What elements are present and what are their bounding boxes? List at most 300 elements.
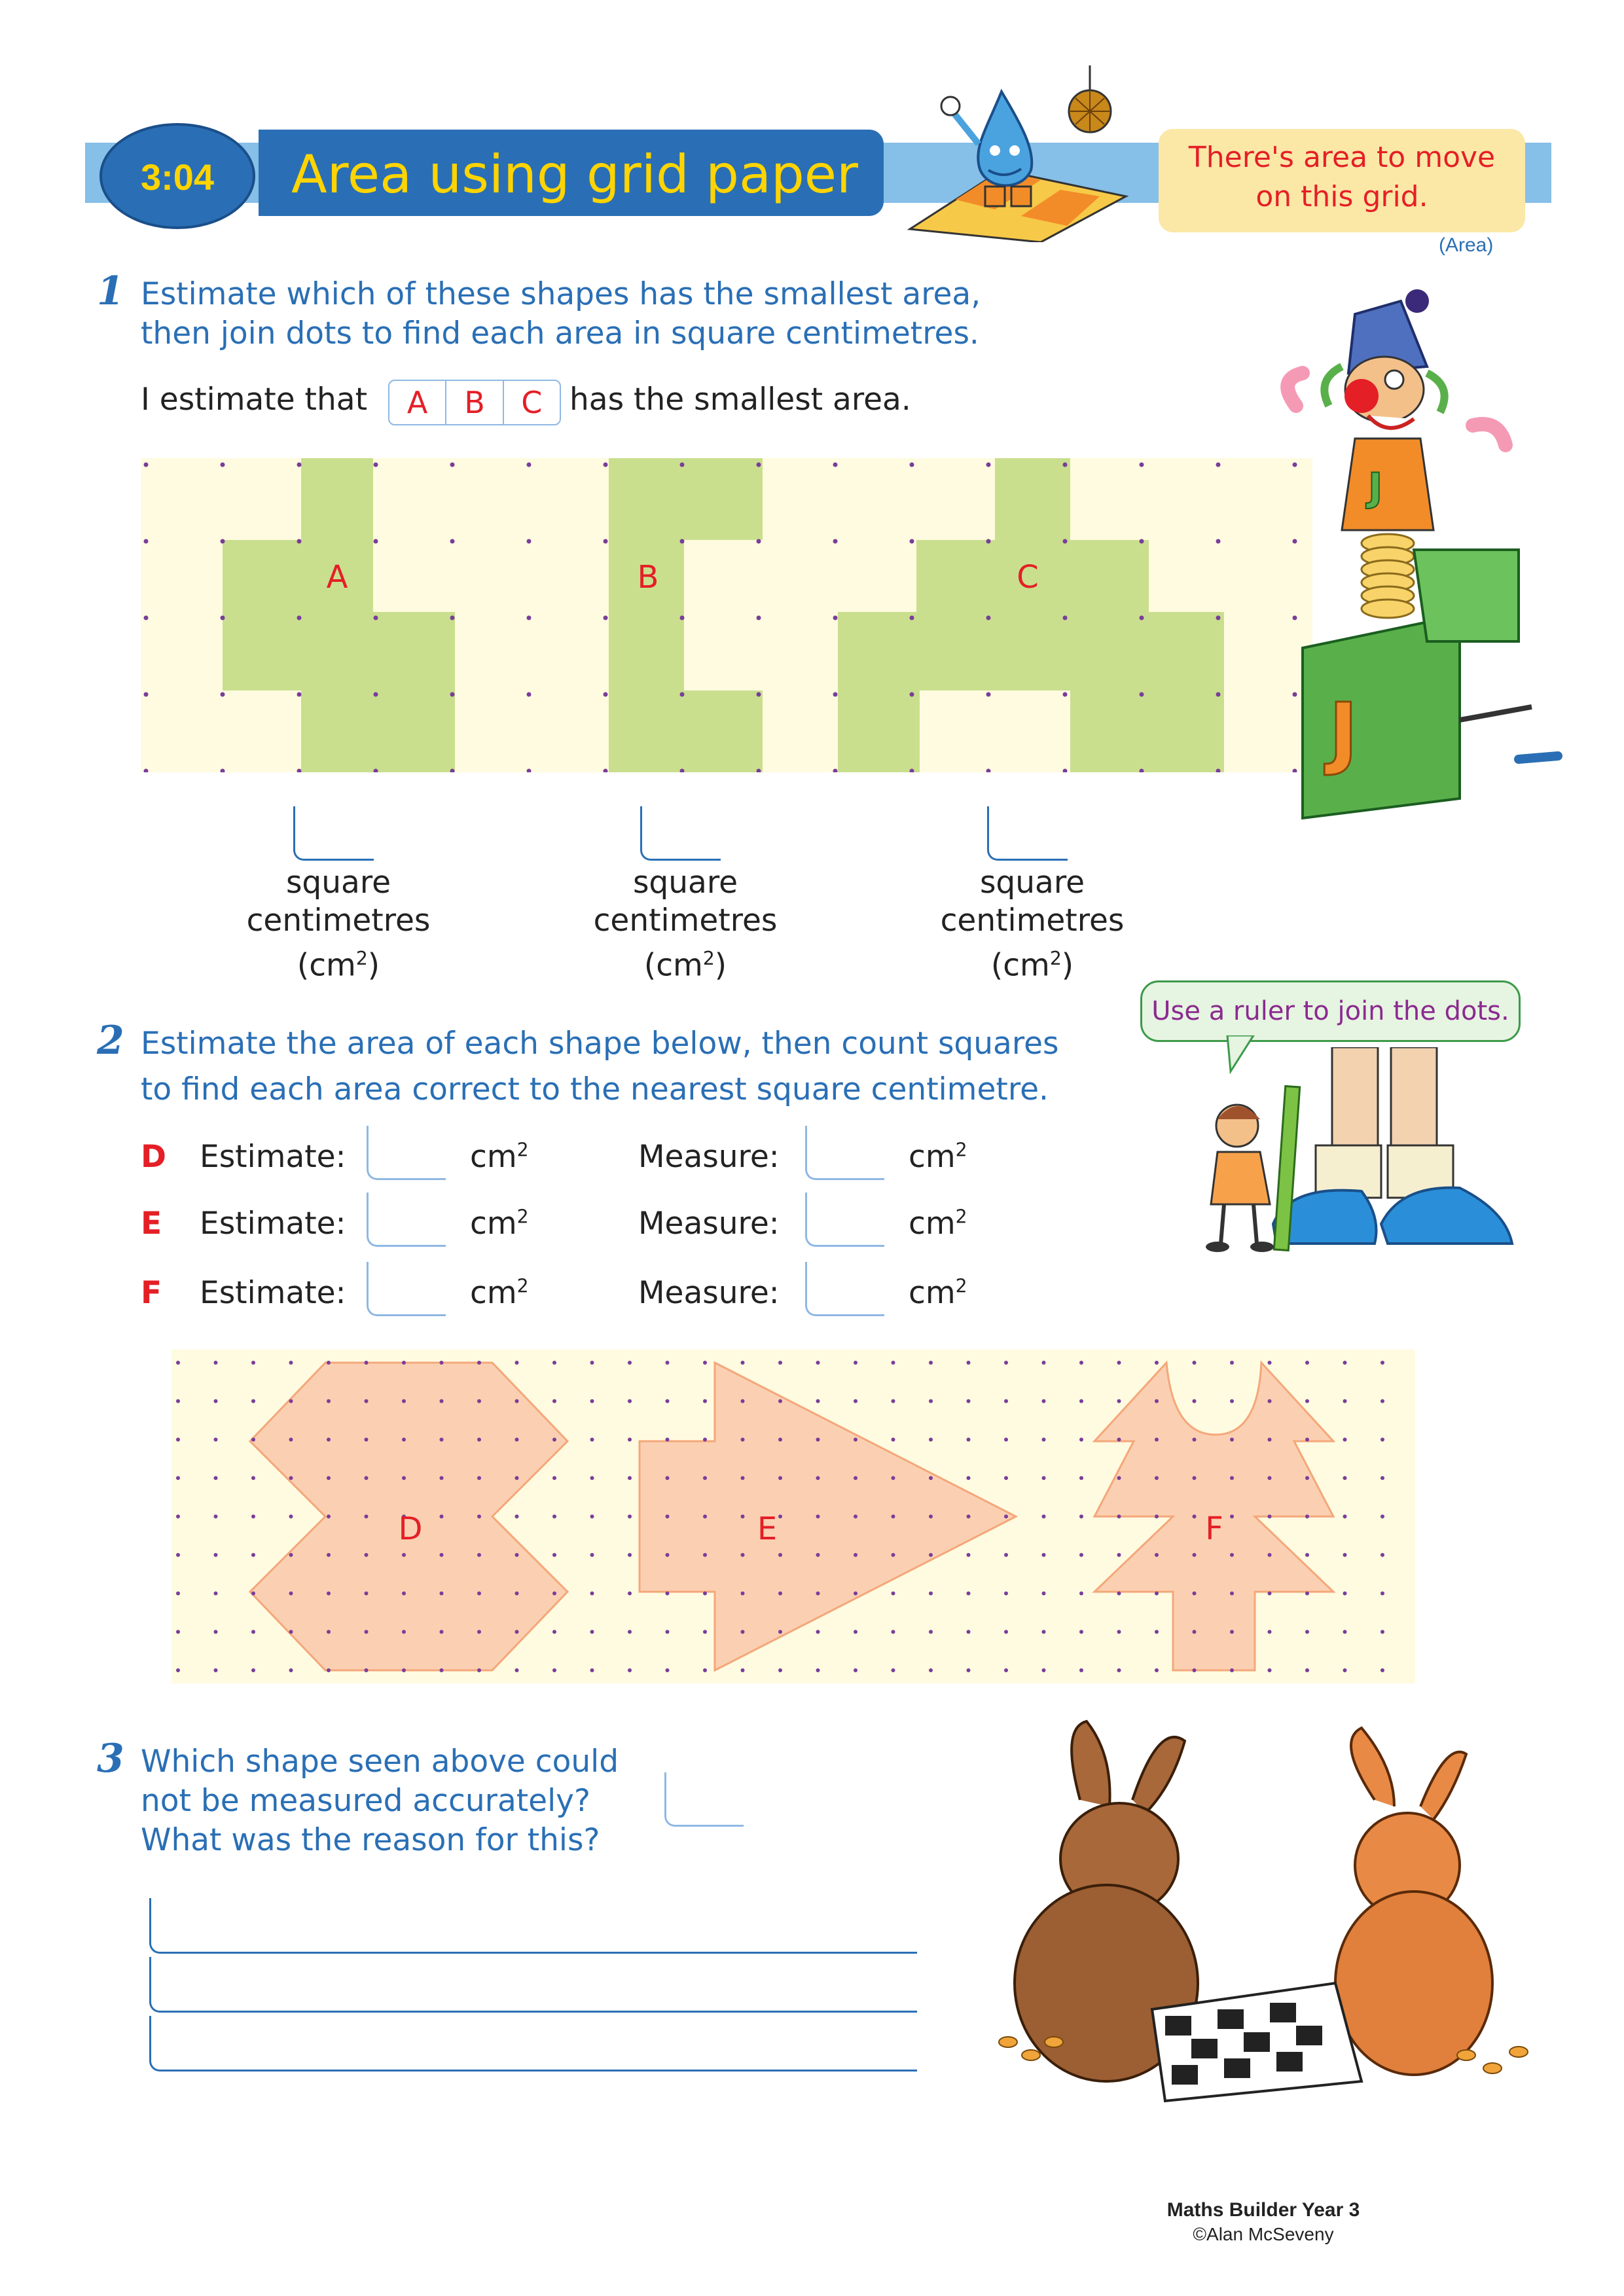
- grid-dot: [1079, 1668, 1083, 1672]
- grid-dot: [327, 1668, 331, 1672]
- row-e-estimate-label: Estimate:: [200, 1206, 346, 1242]
- grid-dot: [515, 1438, 519, 1442]
- grid-dot: [833, 463, 838, 467]
- grid-dot: [703, 1399, 707, 1403]
- grid-dot: [680, 539, 685, 544]
- grid-dot: [144, 616, 149, 620]
- area-c-answer-box[interactable]: [987, 806, 1068, 861]
- grid-dot: [374, 463, 378, 467]
- grid-dot: [289, 1668, 293, 1672]
- question-2-line-1: Estimate the area of each shape below, then count squares: [141, 1026, 1059, 1062]
- grid-dot: [628, 1361, 632, 1365]
- grid-dot: [374, 692, 378, 697]
- grid-dot: [1216, 616, 1221, 620]
- grid-dot: [1004, 1668, 1008, 1672]
- grid-dot: [703, 1592, 707, 1596]
- grid-dot: [289, 1438, 293, 1442]
- grid-dot: [214, 1668, 218, 1672]
- answer-line-3[interactable]: [149, 2016, 917, 2072]
- speech-bubble-text: Use a ruler to join the dots.: [1151, 996, 1509, 1026]
- grid-dot: [1004, 1630, 1008, 1634]
- jack-in-the-box-illustration: [1257, 275, 1578, 838]
- grid-dot: [1268, 1361, 1272, 1365]
- unit-label-c: [934, 864, 1130, 985]
- row-f-estimate-box[interactable]: [367, 1262, 446, 1316]
- grid-dot: [515, 1592, 519, 1596]
- grid-dot: [666, 1515, 670, 1518]
- grid-dot: [289, 1361, 293, 1365]
- grid-dot: [1079, 1630, 1083, 1634]
- grid-dot: [703, 1361, 707, 1365]
- grid-dot: [1230, 1553, 1234, 1557]
- grid-dot: [1193, 1399, 1197, 1403]
- grid-dot: [854, 1399, 857, 1403]
- tip-line-2: on this grid.: [1255, 180, 1428, 213]
- grid-dot: [1117, 1630, 1121, 1634]
- grid-dot: [440, 1438, 444, 1442]
- grid-dot: [477, 1592, 481, 1596]
- grid-dot: [1343, 1592, 1347, 1596]
- grid-dot: [1216, 463, 1221, 467]
- row-d-estimate-box[interactable]: [367, 1126, 446, 1180]
- grid-dot: [1117, 1399, 1121, 1403]
- grid-dot: [176, 1515, 180, 1518]
- grid-dot: [327, 1476, 331, 1480]
- grid-dot: [251, 1361, 255, 1365]
- grid-dot: [327, 1553, 331, 1557]
- grid-dot: [440, 1553, 444, 1557]
- grid-dot: [1305, 1476, 1309, 1480]
- grid-dot: [590, 1668, 594, 1672]
- grid-dot: [1230, 1399, 1234, 1403]
- grid-dot: [402, 1438, 406, 1442]
- grid-dot: [778, 1630, 782, 1634]
- grid-dot: [1004, 1592, 1008, 1596]
- smallest-area-choice: [388, 380, 561, 425]
- grid-dot: [1230, 1592, 1234, 1596]
- grid-dot: [1230, 1668, 1234, 1672]
- grid-dot: [1079, 1515, 1083, 1518]
- grid-dot: [741, 1361, 745, 1365]
- grid-dot: [515, 1515, 519, 1518]
- row-d-measure-label: Measure:: [638, 1139, 780, 1175]
- grid-dot: [1063, 539, 1068, 544]
- grid-dot: [1117, 1438, 1121, 1442]
- grid-dot: [1380, 1515, 1384, 1518]
- grid-dot: [986, 692, 991, 697]
- shape-e-label: E: [757, 1511, 778, 1547]
- row-e-measure-unit: $cm^2$: [909, 1206, 967, 1242]
- grid-dot: [552, 1361, 556, 1365]
- row-f-label: F: [141, 1275, 162, 1311]
- unit-cm2: $(cm^2)$: [990, 947, 1074, 984]
- grid-dot: [590, 1553, 594, 1557]
- grid-dot: [440, 1592, 444, 1596]
- grid-dot: [214, 1630, 218, 1634]
- grid-dot: [1042, 1399, 1046, 1403]
- grid-dot: [590, 1515, 594, 1518]
- grid-dot: [666, 1399, 670, 1403]
- grid-dot: [778, 1668, 782, 1672]
- grid-dot: [854, 1630, 857, 1634]
- row-e-estimate-unit: $cm^2$: [470, 1206, 529, 1242]
- grid-dot: [1042, 1515, 1046, 1518]
- grid-dot: [289, 1592, 293, 1596]
- grid-dot: [892, 1630, 895, 1634]
- grid-dot: [666, 1438, 670, 1442]
- grid-dot: [741, 1515, 745, 1518]
- grid-dot: [440, 1399, 444, 1403]
- grid-dot: [892, 1668, 895, 1672]
- grid-dot: [1343, 1630, 1347, 1634]
- grid-dot: [816, 1515, 820, 1518]
- grid-dot: [741, 1630, 745, 1634]
- area-b-answer-box[interactable]: [640, 806, 721, 861]
- grid-dot: [833, 616, 838, 620]
- row-e-measure-box[interactable]: [805, 1193, 884, 1247]
- grid-dot: [1004, 1399, 1008, 1403]
- choice-a[interactable]: A: [389, 381, 446, 424]
- grid-dot: [741, 1668, 745, 1672]
- question-3-line-2: not be measured accurately?: [141, 1783, 590, 1819]
- grid-dot: [1155, 1476, 1159, 1480]
- grid-dot: [680, 692, 685, 697]
- grid-dot: [221, 616, 225, 620]
- grid-dot: [703, 1630, 707, 1634]
- grid-dot: [1268, 1592, 1272, 1596]
- question-3-line-3: What was the reason for this?: [141, 1822, 600, 1858]
- grid-dot: [214, 1361, 218, 1365]
- grid-dot: [1343, 1476, 1347, 1480]
- grid-dot: [628, 1515, 632, 1518]
- grid-dot: [666, 1630, 670, 1634]
- grid-dot: [1193, 1553, 1197, 1557]
- grid-dot: [289, 1630, 293, 1634]
- area-a-answer-box[interactable]: [293, 806, 374, 861]
- grid-dot: [1004, 1476, 1008, 1480]
- tip-line-1: There's area to move: [1188, 141, 1496, 174]
- grid-dot: [1079, 1361, 1083, 1365]
- grid-dot: [628, 1592, 632, 1596]
- choice-c[interactable]: C: [521, 385, 543, 420]
- footer-author: ©Alan McSeveny: [1193, 2224, 1334, 2244]
- grid-dot: [757, 539, 761, 544]
- grid-dot: [365, 1476, 369, 1480]
- grid-dot: [1117, 1476, 1121, 1480]
- grid-dot: [1140, 616, 1144, 620]
- grid-dot: [450, 463, 455, 467]
- grid-dot: [144, 539, 149, 544]
- grid-dot: [297, 463, 302, 467]
- grid-dot: [590, 1592, 594, 1596]
- grid-dot: [440, 1668, 444, 1672]
- grid-dot: [289, 1553, 293, 1557]
- grid-dot: [816, 1361, 820, 1365]
- grid-dot: [1380, 1399, 1384, 1403]
- grid-dot: [402, 1630, 406, 1634]
- row-f-estimate-label: Estimate:: [200, 1275, 346, 1311]
- footer-book-title: Maths Builder Year 3: [1166, 2199, 1360, 2221]
- grid-dot: [477, 1630, 481, 1634]
- grid-dot: [214, 1438, 218, 1442]
- grid-dot: [251, 1668, 255, 1672]
- row-f-measure-box[interactable]: [805, 1262, 884, 1316]
- row-f-estimate-unit: $cm^2$: [470, 1275, 529, 1311]
- grid-dot: [402, 1476, 406, 1480]
- grid-dot: [929, 1476, 933, 1480]
- grid-dot: [1380, 1438, 1384, 1442]
- grid-dot: [1117, 1668, 1121, 1672]
- grid-dot: [552, 1630, 556, 1634]
- grid-dot: [778, 1399, 782, 1403]
- unit-square: square: [285, 865, 391, 901]
- grid-dot: [666, 1361, 670, 1365]
- grid-dot: [1063, 463, 1068, 467]
- grid-dot: [365, 1553, 369, 1557]
- grid-dot: [251, 1592, 255, 1596]
- grid-dot: [1155, 1399, 1159, 1403]
- grid-dot: [854, 1515, 857, 1518]
- grid-dot: [703, 1553, 707, 1557]
- grid-dot: [365, 1515, 369, 1518]
- grid-dot: [1155, 1438, 1159, 1442]
- grid-dot: [440, 1476, 444, 1480]
- grid-dot: [666, 1553, 670, 1557]
- grid-dot: [604, 616, 608, 620]
- grid-dot: [1079, 1592, 1083, 1596]
- grid-dot: [703, 1476, 707, 1480]
- grid-dot: [1380, 1553, 1384, 1557]
- grid-dot: [327, 1592, 331, 1596]
- grid-dot: [590, 1630, 594, 1634]
- grid-dot: [892, 1438, 895, 1442]
- grid-dot: [214, 1476, 218, 1480]
- page-title: Area using grid paper: [291, 144, 858, 205]
- grid-dot: [910, 463, 914, 467]
- grid-dot: [1155, 1630, 1159, 1634]
- grid-dot: [1079, 1553, 1083, 1557]
- grid-dot: [144, 692, 149, 697]
- grid-dot: [967, 1515, 971, 1518]
- grid-dot: [365, 1399, 369, 1403]
- grid-dot: [816, 1592, 820, 1596]
- grid-dot: [628, 1399, 632, 1403]
- grid-dot: [1305, 1399, 1309, 1403]
- grid-dot: [1117, 1361, 1121, 1365]
- grid-dot: [450, 692, 455, 697]
- grid-dot: [374, 539, 378, 544]
- grid-dot: [703, 1668, 707, 1672]
- grid-dot: [590, 1438, 594, 1442]
- grid-dot: [816, 1630, 820, 1634]
- grid-dot: [515, 1476, 519, 1480]
- grid-dot: [967, 1399, 971, 1403]
- grid-dot: [628, 1668, 632, 1672]
- grid-dot: [374, 616, 378, 620]
- grid-dot: [854, 1553, 857, 1557]
- shape-c-label: C: [1017, 559, 1039, 596]
- grid-abc: [141, 458, 1312, 772]
- grid-dot: [176, 1399, 180, 1403]
- grid-dot: [1063, 616, 1068, 620]
- grid-dot: [778, 1476, 782, 1480]
- grid-dot: [515, 1399, 519, 1403]
- grid-dot: [402, 1668, 406, 1672]
- unit-centimetres: centimetres: [593, 903, 778, 939]
- grid-dot: [552, 1438, 556, 1442]
- grid-dot: [440, 1630, 444, 1634]
- grid-dot: [402, 1399, 406, 1403]
- grid-dot: [552, 1592, 556, 1596]
- grid-dot: [1230, 1361, 1234, 1365]
- grid-dot: [929, 1438, 933, 1442]
- row-d-label: D: [141, 1139, 167, 1175]
- grid-dot: [214, 1553, 218, 1557]
- grid-dot: [967, 1553, 971, 1557]
- grid-dot: [604, 539, 608, 544]
- grid-dot: [929, 1361, 933, 1365]
- grid-dot: [327, 1630, 331, 1634]
- grid-dot: [176, 1553, 180, 1557]
- lesson-number: 3:04: [140, 156, 215, 198]
- unit-cm2: $(cm^2)$: [643, 947, 727, 984]
- grid-dot: [628, 1553, 632, 1557]
- grid-dot: [552, 1515, 556, 1518]
- grid-dot: [365, 1592, 369, 1596]
- estimate-prefix: I estimate that: [141, 382, 368, 418]
- grid-dot: [515, 1668, 519, 1672]
- grid-dot: [929, 1630, 933, 1634]
- grid-dot: [628, 1476, 632, 1480]
- grid-dot: [628, 1438, 632, 1442]
- grid-dot: [214, 1399, 218, 1403]
- grid-dot: [1042, 1668, 1046, 1672]
- grid-dot: [1193, 1630, 1197, 1634]
- unit-square: square: [979, 865, 1085, 901]
- grid-dot: [590, 1476, 594, 1480]
- question-3-number: 3: [97, 1736, 124, 1782]
- grid-dot: [778, 1361, 782, 1365]
- grid-dot: [741, 1592, 745, 1596]
- row-d-measure-unit: $cm^2$: [909, 1139, 967, 1175]
- grid-dot: [910, 616, 914, 620]
- grid-dot: [816, 1438, 820, 1442]
- grid-dot: [778, 1515, 782, 1518]
- answer-line-1[interactable]: [149, 1898, 917, 1954]
- grid-dot: [1343, 1553, 1347, 1557]
- grid-dot: [1268, 1476, 1272, 1480]
- grid-dot: [967, 1668, 971, 1672]
- grid-dot: [251, 1476, 255, 1480]
- grid-dot: [892, 1399, 895, 1403]
- choice-b[interactable]: B: [446, 381, 503, 424]
- grid-dot: [221, 539, 225, 544]
- grid-dot: [221, 692, 225, 697]
- grid-dot: [1268, 1630, 1272, 1634]
- row-d-estimate-unit: $cm^2$: [470, 1139, 529, 1175]
- grid-dot: [892, 1361, 895, 1365]
- grid-dot: [477, 1553, 481, 1557]
- unit-label-a: [240, 864, 437, 985]
- grid-dot: [1268, 1399, 1272, 1403]
- grid-dot: [477, 1361, 481, 1365]
- grid-dot: [297, 616, 302, 620]
- grid-dot: [1230, 1438, 1234, 1442]
- grid-dot: [1305, 1438, 1309, 1442]
- grid-dot: [1380, 1361, 1384, 1365]
- grid-dot: [440, 1515, 444, 1518]
- grid-dot: [289, 1399, 293, 1403]
- grid-dot: [1140, 692, 1144, 697]
- grid-dot: [297, 692, 302, 697]
- grid-dot: [440, 1361, 444, 1365]
- question-3-shape-box[interactable]: [664, 1772, 744, 1827]
- answer-line-2[interactable]: [149, 1957, 917, 2013]
- grid-dot: [477, 1668, 481, 1672]
- grid-dot: [1079, 1399, 1083, 1403]
- grid-dot: [1004, 1361, 1008, 1365]
- grid-dot: [251, 1630, 255, 1634]
- grid-dot: [1343, 1399, 1347, 1403]
- question-1-line-2: then join dots to find each area in square centimetres.: [141, 315, 979, 351]
- grid-dot: [854, 1476, 857, 1480]
- grid-dot: [1117, 1553, 1121, 1557]
- grid-dot: [986, 616, 991, 620]
- grid-dot: [986, 463, 991, 467]
- shape-d-label: D: [398, 1511, 423, 1547]
- grid-dot: [1380, 1668, 1384, 1672]
- grid-dot: [680, 616, 685, 620]
- question-2-number: 2: [97, 1018, 124, 1064]
- speech-bubble: [1140, 980, 1521, 1042]
- unit-centimetres: centimetres: [246, 903, 431, 939]
- grid-dot: [967, 1476, 971, 1480]
- grid-dot: [628, 1630, 632, 1634]
- grid-dot: [365, 1438, 369, 1442]
- grid-dot: [929, 1399, 933, 1403]
- grid-dot: [967, 1438, 971, 1442]
- grid-dot: [1343, 1515, 1347, 1518]
- grid-dot: [327, 1399, 331, 1403]
- grid-dot: [854, 1668, 857, 1672]
- grid-dot: [251, 1438, 255, 1442]
- grid-dot: [703, 1438, 707, 1442]
- grid-dot: [327, 1361, 331, 1365]
- grid-dot: [1117, 1592, 1121, 1596]
- grid-dot: [1343, 1668, 1347, 1672]
- grid-dot: [552, 1553, 556, 1557]
- grid-dot: [1155, 1553, 1159, 1557]
- svg-text:J: J: [1329, 687, 1358, 778]
- grid-dot: [1305, 1668, 1309, 1672]
- grid-dot: [144, 463, 149, 467]
- grid-dot: [741, 1553, 745, 1557]
- grid-dot: [757, 616, 761, 620]
- row-d-estimate-label: Estimate:: [200, 1139, 346, 1175]
- grid-dot: [552, 1476, 556, 1480]
- grid-dot: [1193, 1592, 1197, 1596]
- row-d-measure-box[interactable]: [805, 1126, 884, 1180]
- row-e-estimate-box[interactable]: [367, 1193, 446, 1247]
- grid-dot: [365, 1668, 369, 1672]
- grid-dot: [741, 1438, 745, 1442]
- grid-dot: [666, 1668, 670, 1672]
- grid-dot: [251, 1399, 255, 1403]
- grid-dot: [1079, 1438, 1083, 1442]
- grid-dot: [1268, 1668, 1272, 1672]
- grid-dot: [604, 692, 608, 697]
- shape-f-label: F: [1205, 1511, 1223, 1547]
